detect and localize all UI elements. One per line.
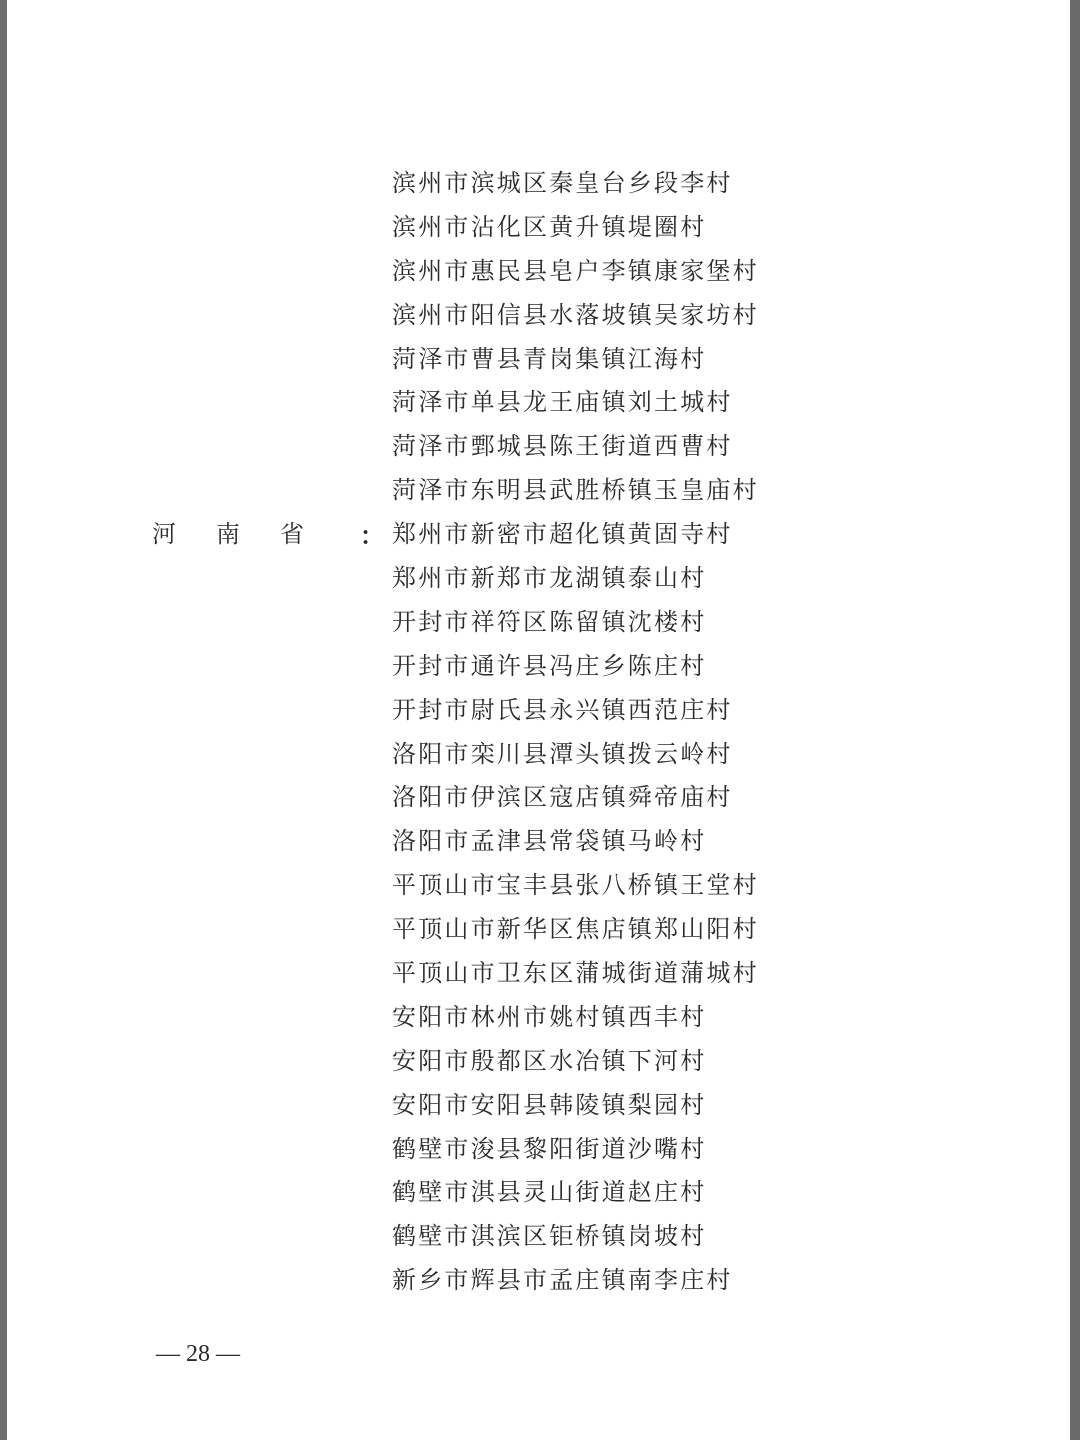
page-edge-left bbox=[0, 0, 7, 1440]
list-item: 洛阳市栾川县潭头镇拨云岭村 bbox=[392, 739, 733, 768]
list-item: 洛阳市伊滨区寇店镇舜帝庙村 bbox=[392, 783, 733, 812]
list-item: 安阳市殷都区水冶镇下河村 bbox=[392, 1046, 707, 1075]
list-item: 安阳市林州市姚村镇西丰村 bbox=[392, 1002, 707, 1031]
list-item: 洛阳市孟津县常袋镇马岭村 bbox=[392, 827, 707, 856]
list-item: 开封市通许县冯庄乡陈庄村 bbox=[392, 651, 707, 680]
province-name: 河南省 bbox=[152, 520, 344, 548]
list-item: 菏泽市鄄城县陈王街道西曹村 bbox=[392, 432, 733, 461]
list-item: 鹤壁市淇滨区钜桥镇岗坡村 bbox=[392, 1222, 707, 1251]
list-item: 平顶山市宝丰县张八桥镇王堂村 bbox=[392, 871, 759, 900]
list-item: 平顶山市卫东区蒲城街道蒲城村 bbox=[392, 959, 759, 988]
list-item: 菏泽市曹县青岗集镇江海村 bbox=[392, 344, 707, 373]
list-item: 滨州市滨城区秦皇台乡段李村 bbox=[392, 169, 733, 197]
list-item: 鹤壁市浚县黎阳街道沙嘴村 bbox=[392, 1134, 707, 1163]
page-number: — 28 — bbox=[156, 1341, 240, 1367]
list-item: 开封市尉氏县永兴镇西范庄村 bbox=[392, 695, 733, 724]
list-item: 郑州市新密市超化镇黄固寺村 bbox=[392, 520, 733, 549]
list-item: 滨州市惠民县皂户李镇康家堡村 bbox=[392, 256, 759, 285]
list-item: 滨州市沾化区黄升镇堤圈村 bbox=[392, 212, 707, 241]
list-item: 郑州市新郑市龙湖镇泰山村 bbox=[392, 564, 707, 593]
list-item: 滨州市阳信县水落坡镇吴家坊村 bbox=[392, 300, 759, 329]
page-edge-right bbox=[1070, 0, 1080, 1440]
list-item: 安阳市安阳县韩陵镇梨园村 bbox=[392, 1090, 707, 1119]
list-item: 平顶山市新华区焦店镇郑山阳村 bbox=[392, 915, 759, 944]
list-item: 新乡市辉县市孟庄镇南李庄村 bbox=[392, 1266, 733, 1295]
province-colon: ： bbox=[360, 521, 384, 550]
village-list bbox=[392, 166, 759, 1307]
list-item: 菏泽市东明县武胜桥镇玉皇庙村 bbox=[392, 476, 759, 505]
list-item: 开封市祥符区陈留镇沈楼村 bbox=[392, 607, 707, 636]
list-item: 鹤壁市淇县灵山街道赵庄村 bbox=[392, 1178, 707, 1207]
list-item: 菏泽市单县龙王庙镇刘土城村 bbox=[392, 388, 733, 417]
province-heading bbox=[152, 517, 384, 551]
